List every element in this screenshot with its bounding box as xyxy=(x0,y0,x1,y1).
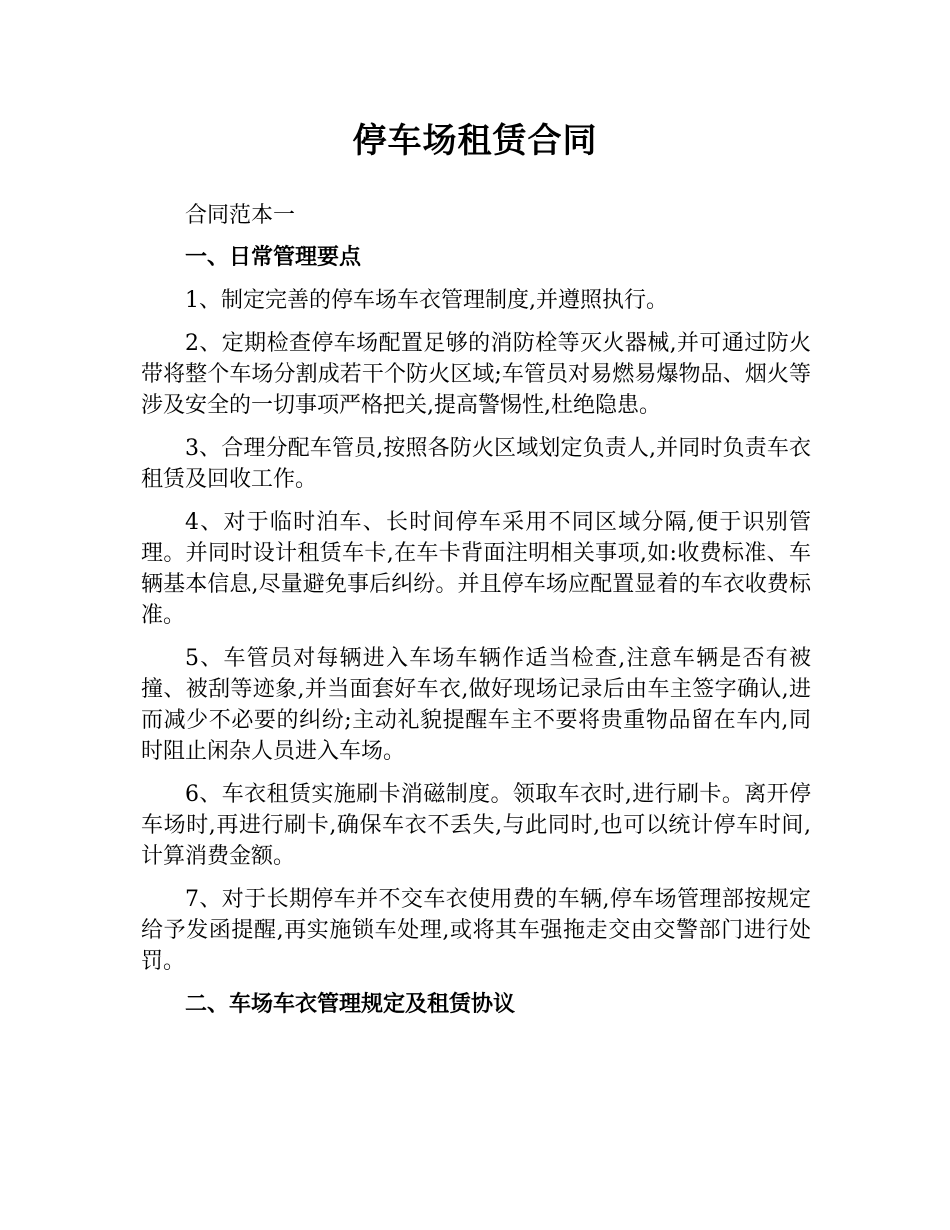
list-item: 4、对于临时泊车、长时间停车采用不同区域分隔,便于识别管理。并同时设计租赁车卡,在车卡背面注明相关事项,如:收费标准、车辆基本信息,尽量避免事后纠纷。并且停车场应配置显着的车衣收费标准。 xyxy=(141,510,811,628)
list-item: 6、车衣租赁实施刷卡消磁制度。领取车衣时,进行刷卡。离开停车场时,再进行刷卡,确保车衣不丢失,与此同时,也可以统计停车时间,计算消费金额。 xyxy=(141,782,811,869)
list-item: 2、定期检查停车场配置足够的消防栓等灭火器械,并可通过防火带将整个车场分割成若干个防火区域;车管员对易燃易爆物品、烟火等涉及安全的一切事项严格把关,提高警惕性,杜绝隐患。 xyxy=(141,331,811,418)
list-item: 3、合理分配车管员,按照各防火区域划定负责人,并同时负责车衣租赁及回收工作。 xyxy=(141,436,811,492)
contract-template-label: 合同范本一 xyxy=(185,203,296,228)
document-title: 停车场租赁合同 xyxy=(352,121,598,161)
section-heading-rental-agreement: 二、车场车衣管理规定及租赁协议 xyxy=(185,992,516,1017)
section-heading-daily-management: 一、日常管理要点 xyxy=(185,245,362,270)
list-item: 5、车管员对每辆进入车场车辆作适当检查,注意车辆是否有被撞、被刮等迹象,并当面套好车衣,做好现场记录后由车主签字确认,进而减少不必要的纠纷;主动礼貌提醒车主不要将贵重物品留在车内,同时阻止闲杂人员进入车场。 xyxy=(141,646,811,764)
list-item: 1、制定完善的停车场车衣管理制度,并遵照执行。 xyxy=(185,288,668,313)
list-item: 7、对于长期停车并不交车衣使用费的车辆,停车场管理部按规定给予发函提醒,再实施锁车处理,或将其车强拖走交由交警部门进行处罚。 xyxy=(141,887,811,974)
document-body xyxy=(141,200,811,1032)
